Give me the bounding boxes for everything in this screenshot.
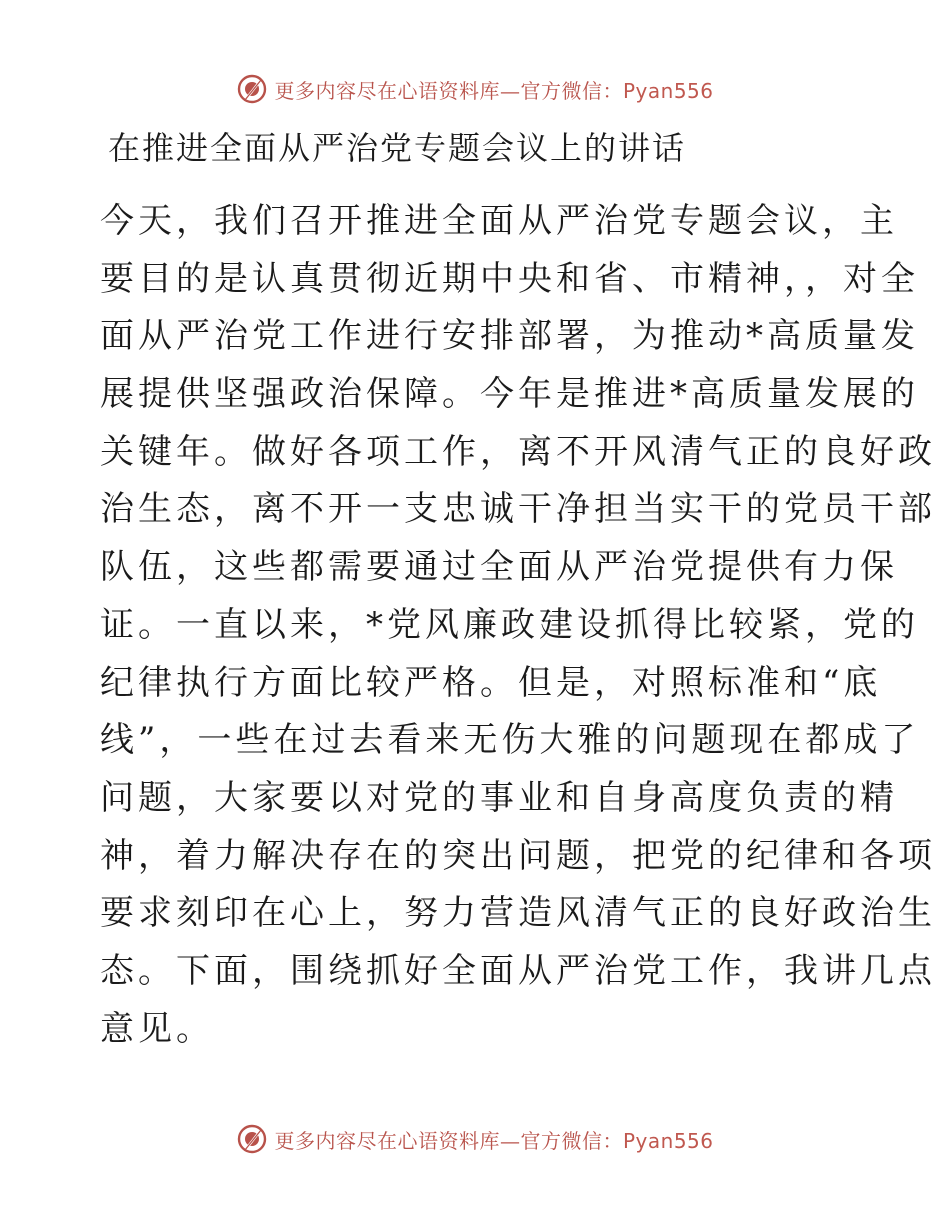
body-line: 面从严治党工作进行安排部署，为推动*高质量发 — [100, 316, 919, 357]
document-body — [100, 193, 936, 1058]
logo-icon — [236, 73, 268, 105]
watermark-header — [0, 72, 950, 106]
body-line: 纪律执行方面比较严格。但是，对照标准和“底 — [100, 662, 882, 703]
body-line: 要目的是认真贯彻近期中央和省、市精神，，对全 — [100, 258, 919, 299]
body-line: 问题，大家要以对党的事业和自身高度负责的精 — [100, 777, 898, 818]
watermark-text: 更多内容尽在心语资料库—官方微信：Pyan556 — [274, 78, 714, 103]
document-title: 在推进全面从严治党专题会议上的讲话 — [108, 129, 687, 167]
body-line: 线”，一些在过去看来无伤大雅的问题现在都成了 — [100, 720, 920, 761]
body-line: 意见。 — [100, 1008, 214, 1049]
body-line: 今天，我们召开推进全面从严治党专题会议，主 — [100, 201, 898, 241]
logo-icon — [236, 1123, 268, 1155]
body-line: 治生态，离不开一支忠诚干净担当实干的党员干部 — [100, 489, 936, 530]
body-line: 态。下面，围绕抓好全面从严治党工作，我讲几点 — [100, 950, 936, 991]
watermark-text: 更多内容尽在心语资料库—官方微信：Pyan556 — [274, 1128, 714, 1153]
body-line: 要求刻印在心上，努力营造风清气正的良好政治生 — [100, 893, 936, 934]
body-line: 关键年。做好各项工作，离不开风清气正的良好政 — [100, 431, 936, 472]
body-line: 队伍，这些都需要通过全面从严治党提供有力保 — [100, 547, 898, 588]
body-line: 神，着力解决存在的突出问题，把党的纪律和各项 — [100, 835, 936, 876]
watermark-footer — [0, 1122, 950, 1156]
body-line: 证。一直以来，*党风廉政建设抓得比较紧，党的 — [100, 604, 919, 645]
body-line: 展提供坚强政治保障。今年是推进*高质量发展的 — [100, 374, 919, 415]
